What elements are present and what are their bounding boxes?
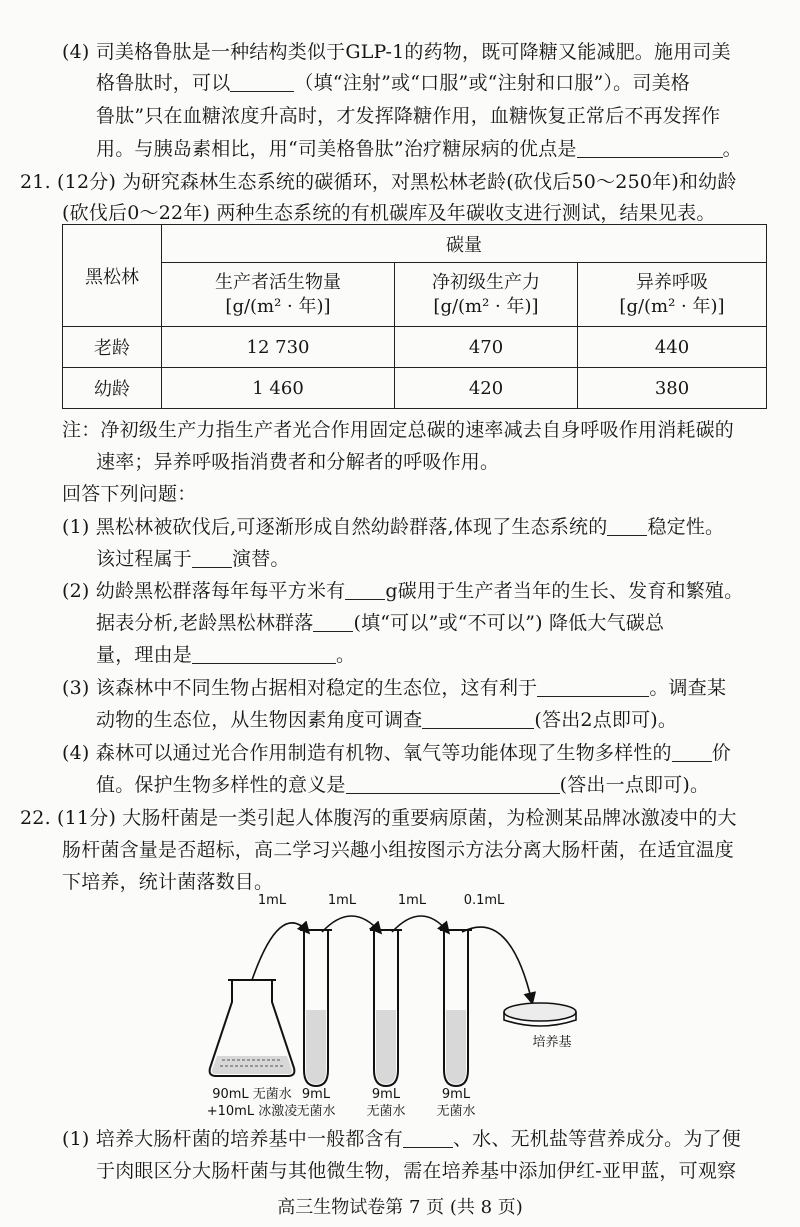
q21-3-line2-start: 动物的生态位，从生物因素角度可调查 bbox=[96, 709, 423, 731]
answer-blank[interactable] bbox=[192, 549, 232, 568]
q20-4-line2-start: 格鲁肽时，可以 bbox=[96, 72, 231, 94]
row-label: 老龄 bbox=[63, 327, 162, 368]
q21-3-line2-end: (答出2点即可)。 bbox=[534, 709, 678, 731]
petri-dish bbox=[504, 1003, 576, 1026]
answer-blank[interactable] bbox=[346, 775, 560, 794]
answer-blank[interactable] bbox=[403, 1129, 453, 1148]
test-tube bbox=[300, 930, 332, 1086]
q22-intro-line1: 22. (11分) 大肠杆菌是一类引起人体腹泻的重要病原菌，为检测某品牌冰激凌中的大 bbox=[20, 807, 737, 829]
q20-4-line1: (4) 司美格鲁肽是一种结构类似于GLP-1的药物，既可降糖又能减肥。施用司美 bbox=[62, 41, 731, 63]
q22-1-line1-end: 、水、无机盐等营养成分。为了便 bbox=[452, 1128, 741, 1150]
q21-4-line2 bbox=[96, 773, 709, 797]
page-footer: 高三生物试卷第 7 页 (共 8 页) bbox=[277, 1197, 523, 1218]
q21-1-line1-end: 稳定性。 bbox=[647, 516, 725, 538]
q22-1-line1-start: (1) 培养大肠杆菌的培养基中一般都含有 bbox=[62, 1128, 403, 1150]
plate-label: 培养基 bbox=[532, 1035, 572, 1050]
row-label: 幼龄 bbox=[63, 368, 162, 409]
q21-4-line1-end: 价 bbox=[711, 742, 731, 764]
tube-label: 无菌水 bbox=[296, 1104, 336, 1119]
table-cell: 420 bbox=[395, 368, 578, 409]
q21-4-line1-start: (4) 森林可以通过光合作用制造有机物、氧气等功能体现了生物多样性的 bbox=[62, 742, 672, 764]
q21-4-line2-end: (答出一点即可)。 bbox=[559, 774, 710, 796]
q21-2-line2 bbox=[96, 611, 664, 635]
serial-dilution-figure bbox=[180, 880, 620, 1120]
answer-blank[interactable] bbox=[230, 73, 294, 92]
transfer-label: 1mL bbox=[257, 893, 287, 908]
q21-1-line1 bbox=[62, 515, 724, 539]
answer-blank[interactable] bbox=[577, 139, 723, 158]
q21-2-line1 bbox=[62, 579, 743, 603]
answer-blank[interactable] bbox=[345, 581, 385, 600]
q20-4-line2-end: （填“注射”或“口服”或“注射和口服”）。司美格 bbox=[294, 72, 690, 94]
answer-blank[interactable] bbox=[192, 645, 336, 664]
test-tube bbox=[440, 930, 472, 1086]
tube-label: 9mL bbox=[441, 1087, 471, 1102]
q21-2-line3-start: 量，理由是 bbox=[96, 644, 193, 666]
table-cell: 1 460 bbox=[162, 368, 395, 409]
q20-4-line4 bbox=[96, 137, 742, 161]
flask-label: +10mL 冰激凌 bbox=[206, 1104, 298, 1119]
q22-intro-line2: 肠杆菌含量是否超标，高二学习兴趣小组按图示方法分离大肠杆菌，在适宜温度 bbox=[62, 839, 735, 861]
q21-1-line2-end: 演替。 bbox=[232, 548, 290, 570]
table-group-header: 碳量 bbox=[162, 225, 767, 263]
q21-3-line1 bbox=[62, 676, 726, 700]
transfer-arrow bbox=[462, 927, 532, 1002]
tube-label: 9mL bbox=[301, 1087, 331, 1102]
transfer-label: 0.1mL bbox=[463, 893, 505, 908]
column-unit: [g/(m² · 年)] bbox=[225, 295, 331, 317]
q21-1-line2-start: 该过程属于 bbox=[96, 548, 193, 570]
column-name: 净初级生产力 bbox=[432, 271, 540, 293]
q20-4-line3: 鲁肽”只在血糖浓度升高时，才发挥降糖作用，血糖恢复正常后不再发挥作 bbox=[96, 105, 721, 127]
table-row bbox=[63, 327, 767, 368]
table-cell: 440 bbox=[578, 327, 767, 368]
column-unit: [g/(m² · 年)] bbox=[619, 295, 725, 317]
answer-blank[interactable] bbox=[537, 678, 649, 697]
q20-4-line2 bbox=[96, 71, 690, 95]
tube-label: 无菌水 bbox=[436, 1104, 476, 1119]
q21-3-line2 bbox=[96, 708, 677, 732]
column-header bbox=[162, 263, 395, 327]
q21-2-line1-end: g碳用于生产者当年的生长、发育和繁殖。 bbox=[385, 580, 744, 602]
table-cell: 380 bbox=[578, 368, 767, 409]
column-header bbox=[578, 263, 767, 327]
q21-2-line3-end: 。 bbox=[336, 644, 356, 666]
flask-label: 90mL 无菌水 bbox=[212, 1087, 292, 1102]
q21-3-line1-start: (3) 该森林中不同生物占据相对稳定的生态位，这有利于 bbox=[62, 677, 538, 699]
erlenmeyer-flask bbox=[210, 980, 295, 1076]
table-note-line1: 注：净初级生产力指生产者光合作用固定总碳的速率减去自身呼吸作用消耗碳的 bbox=[62, 419, 735, 441]
column-unit: [g/(m² · 年)] bbox=[433, 295, 539, 317]
answer-blank[interactable] bbox=[313, 613, 353, 632]
q22-1-line2: 于肉眼区分大肠杆菌与其他微生物，需在培养基中添加伊红-亚甲蓝，可观察 bbox=[96, 1160, 737, 1182]
column-name: 异养呼吸 bbox=[636, 271, 708, 293]
table-corner-header: 黑松林 bbox=[63, 225, 162, 327]
q22-1-line1 bbox=[62, 1127, 741, 1151]
q21-2-line2-end: (填“可以”或“不可以”) 降低大气碳总 bbox=[353, 612, 665, 634]
tube-label: 9mL bbox=[371, 1087, 401, 1102]
answer-prompt: 回答下列问题： bbox=[62, 483, 197, 505]
column-name: 生产者活生物量 bbox=[215, 271, 341, 293]
q21-2-line3 bbox=[96, 643, 355, 667]
table-cell: 12 730 bbox=[162, 327, 395, 368]
q21-intro-line1: 21. (12分) 为研究森林生态系统的碳循环，对黑松林老龄(砍伐后50～250年)和幼龄 bbox=[20, 171, 737, 193]
transfer-label: 1mL bbox=[397, 893, 427, 908]
column-header bbox=[395, 263, 578, 327]
table-row bbox=[63, 368, 767, 409]
q21-2-line2-start: 据表分析,老龄黑松林群落 bbox=[96, 612, 314, 634]
transfer-arrow bbox=[252, 923, 308, 980]
test-tube bbox=[370, 930, 402, 1086]
q22-intro-line3: 下培养，统计菌落数目。 bbox=[62, 871, 274, 893]
q21-1-line1-start: (1) 黑松林被砍伐后,可逐渐形成自然幼龄群落,体现了生态系统的 bbox=[62, 516, 608, 538]
tube-label: 无菌水 bbox=[366, 1104, 406, 1119]
carbon-table bbox=[62, 224, 767, 409]
answer-blank[interactable] bbox=[672, 743, 712, 762]
q20-4-line4-end: 。 bbox=[722, 138, 742, 160]
q21-intro-line2: (砍伐后0～22年) 两种生态系统的有机碳库及年碳收支进行测试，结果见表。 bbox=[62, 202, 716, 224]
answer-blank[interactable] bbox=[607, 517, 647, 536]
q21-4-line2-start: 值。保护生物多样性的意义是 bbox=[96, 774, 346, 796]
table-note-line2: 速率；异养呼吸指消费者和分解者的呼吸作用。 bbox=[96, 451, 500, 473]
q21-2-line1-start: (2) 幼龄黑松群落每年每平方米有 bbox=[62, 580, 346, 602]
q21-1-line2 bbox=[96, 547, 290, 571]
q20-4-line4-start: 用。与胰岛素相比，用“司美格鲁肽”治疗糖尿病的优点是 bbox=[96, 138, 577, 160]
answer-blank[interactable] bbox=[422, 710, 534, 729]
q21-4-line1 bbox=[62, 741, 731, 765]
transfer-label: 1mL bbox=[327, 893, 357, 908]
q21-3-line1-end: 。调查某 bbox=[649, 677, 727, 699]
table-cell: 470 bbox=[395, 327, 578, 368]
